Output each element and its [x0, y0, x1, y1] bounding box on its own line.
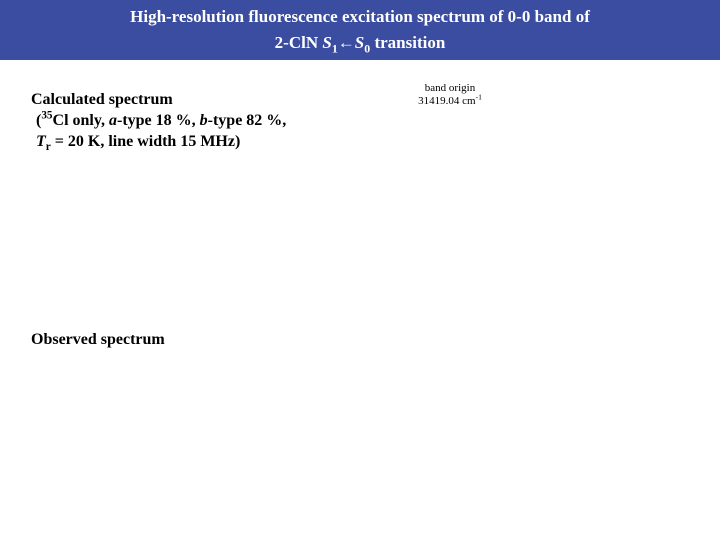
temperature-index: r: [45, 141, 51, 154]
band-origin-value: [412, 92, 488, 108]
temperature-symbol: T: [36, 133, 46, 150]
lower-state-symbol: S: [354, 33, 365, 52]
title-banner: [0, 0, 720, 60]
molecule-name: 2-ClN: [274, 33, 323, 52]
temperature-text: = 20 K, line width 15 MHz): [50, 133, 241, 150]
title-line-1: High-resolution fluorescence excitation spectrum of 0-0 band of: [130, 7, 590, 26]
band-origin-annotation: [412, 82, 488, 108]
band-origin-number: 31419.04 cm: [418, 95, 476, 107]
isotope-text: Cl only,: [52, 112, 109, 129]
b-type-letter: b: [199, 112, 208, 129]
isotope-mass: 35: [41, 109, 53, 122]
b-type-text: -type 82 %,: [207, 112, 287, 129]
upper-state-index: 1: [331, 41, 338, 56]
a-type-text: -type 18 %,: [116, 112, 200, 129]
calculated-spectrum-label: Calculated spectrum: [31, 91, 173, 108]
calculated-spectrum-caption: [31, 89, 286, 152]
a-type-letter: a: [108, 112, 117, 129]
open-paren: (: [36, 112, 42, 129]
band-origin-label: band origin: [424, 82, 476, 94]
band-origin-unit-exponent: -1: [475, 92, 482, 102]
transition-arrow: ←: [337, 33, 355, 52]
calculation-conditions: [36, 110, 286, 152]
title-line-2: [0, 30, 720, 56]
title-suffix: transition: [370, 33, 446, 52]
conditions-line-2: [36, 131, 286, 152]
conditions-line-1: [36, 110, 286, 131]
observed-spectrum-label: Observed spectrum: [31, 331, 165, 348]
upper-state-symbol: S: [322, 33, 332, 52]
lower-state-index: 0: [364, 41, 371, 56]
